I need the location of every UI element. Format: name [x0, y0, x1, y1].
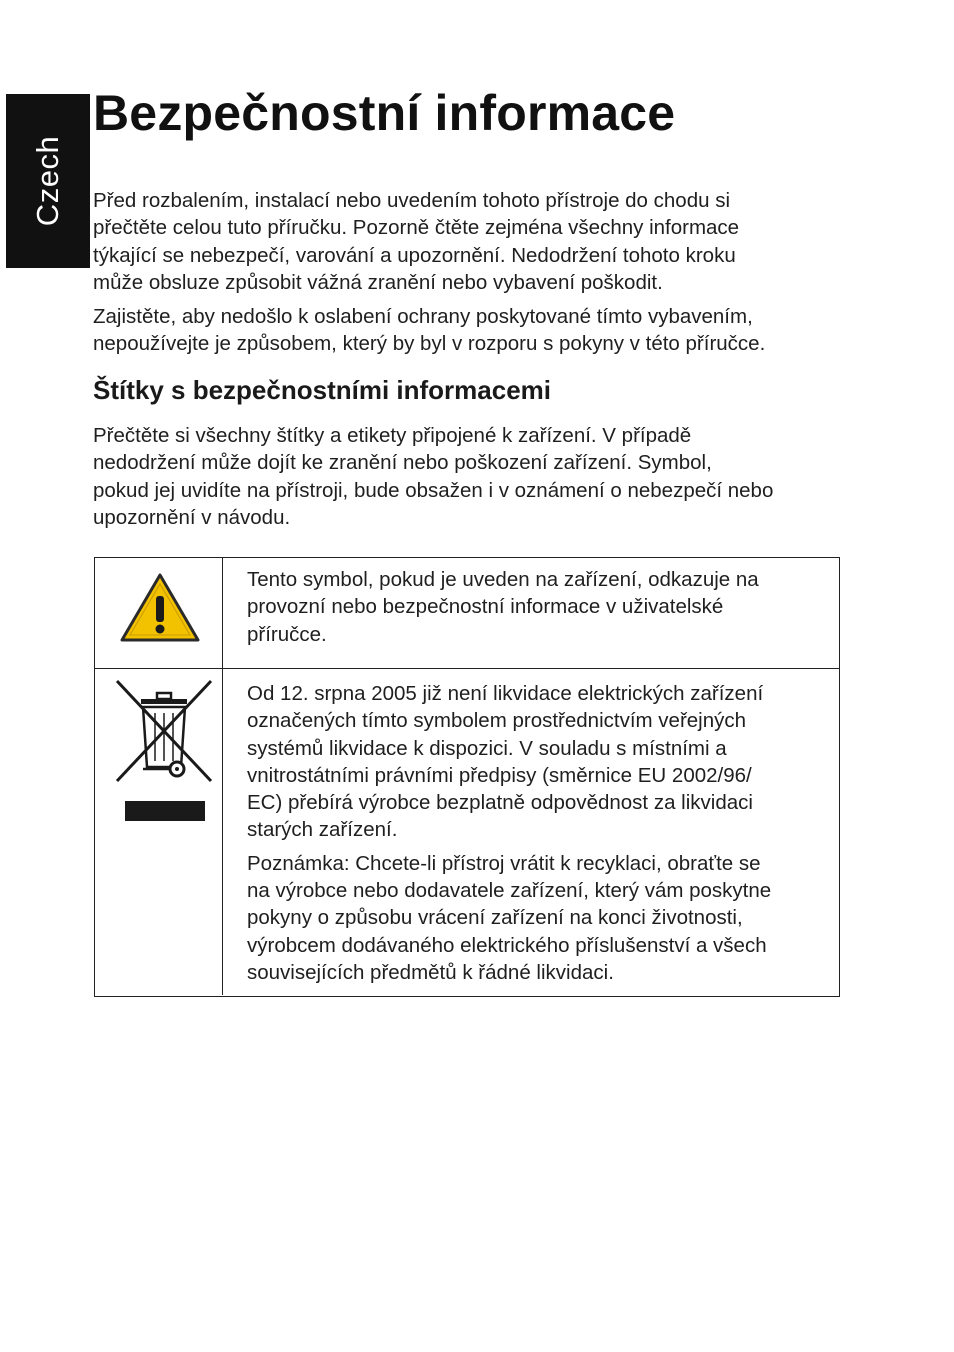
cell-line: na výrobce nebo dodavatele zařízení, který vám poskytne	[247, 879, 772, 903]
labels-line: upozornění v návodu.	[93, 505, 291, 529]
cell-line: systémů likvidace k dispozici. V souladu s místními a	[247, 736, 727, 760]
labels-paragraph	[93, 422, 853, 531]
cell-line: provozní nebo bezpečnostní informace v uživatelské	[247, 595, 724, 619]
cell-line: souvisejících předmětů k řádné likvidaci.	[247, 960, 614, 984]
intro-p1-line: Před rozbalením, instalací nebo uvedením tohoto přístroje do chodu si	[93, 189, 731, 212]
page-title: Bezpečnostní informace	[93, 85, 676, 141]
intro-paragraph-2	[93, 303, 853, 358]
crossed-out-wheelie-bin-icon	[113, 677, 217, 827]
labels-line: Přečtěte si všechny štítky a etikety připojené k zařízení. V případě	[93, 424, 692, 447]
intro-p2-line: Zajistěte, aby nedošlo k oslabení ochrany poskytované tímto vybavením,	[93, 305, 753, 328]
language-tab	[6, 94, 90, 268]
text-cell	[247, 566, 827, 648]
icon-cell	[95, 558, 223, 668]
cell-line: označených tímto symbolem prostřednictvím veřejných	[247, 709, 747, 733]
intro-p1-line: týkající se nebezpečí, varování a upozornění. Nedodržení tohoto kroku	[93, 243, 736, 267]
cell-line: výrobcem dodávaného elektrického příslušenství a všech	[247, 933, 767, 957]
cell-line: Tento symbol, pokud je uveden na zařízení, odkazuje na	[247, 568, 759, 591]
section-heading: Štítky s bezpečnostními informacemi	[93, 375, 552, 405]
cell-line: starých zařízení.	[247, 818, 398, 842]
intro-paragraph-1	[93, 187, 853, 296]
labels-line: nedodržení může dojít ke zranění nebo poškození zařízení. Symbol,	[93, 451, 712, 475]
table-row	[95, 558, 839, 669]
cell-paragraph	[247, 566, 827, 648]
intro-p2-line: nepoužívejte je způsobem, který by byl v rozporu s pokyny v této příručce.	[93, 332, 766, 356]
text-cell	[247, 680, 827, 986]
language-tab-label: Czech	[30, 135, 65, 227]
cell-line: Poznámka: Chcete-li přístroj vrátit k recyklaci, obraťte se	[247, 851, 761, 875]
safety-symbol-table	[94, 557, 840, 997]
cell-line: EC) přebírá výrobce bezplatně odpovědnost za likvidaci	[247, 791, 753, 815]
cell-line: příručce.	[247, 622, 327, 646]
cell-paragraph	[247, 850, 827, 986]
cell-paragraph	[247, 680, 827, 844]
icon-cell	[95, 669, 223, 995]
labels-line: pokud jej uvidíte na přístroji, bude obsažen i v oznámení o nebezpečí nebo	[93, 478, 774, 502]
cell-line: vnitrostátními právními předpisy (směrnice EU 2002/96/	[247, 763, 752, 787]
intro-p1-line: přečtěte celou tuto příručku. Pozorně čtěte zejména všechny informace	[93, 216, 740, 240]
warning-triangle-icon	[119, 572, 201, 644]
cell-line: Od 12. srpna 2005 již není likvidace elektrických zařízení	[247, 682, 764, 705]
cell-line: pokyny o způsobu vrácení zařízení na konci životnosti,	[247, 906, 743, 930]
table-row	[95, 669, 839, 995]
intro-p1-line: může obsluze způsobit vážná zranění nebo vybavení poškodit.	[93, 270, 663, 294]
